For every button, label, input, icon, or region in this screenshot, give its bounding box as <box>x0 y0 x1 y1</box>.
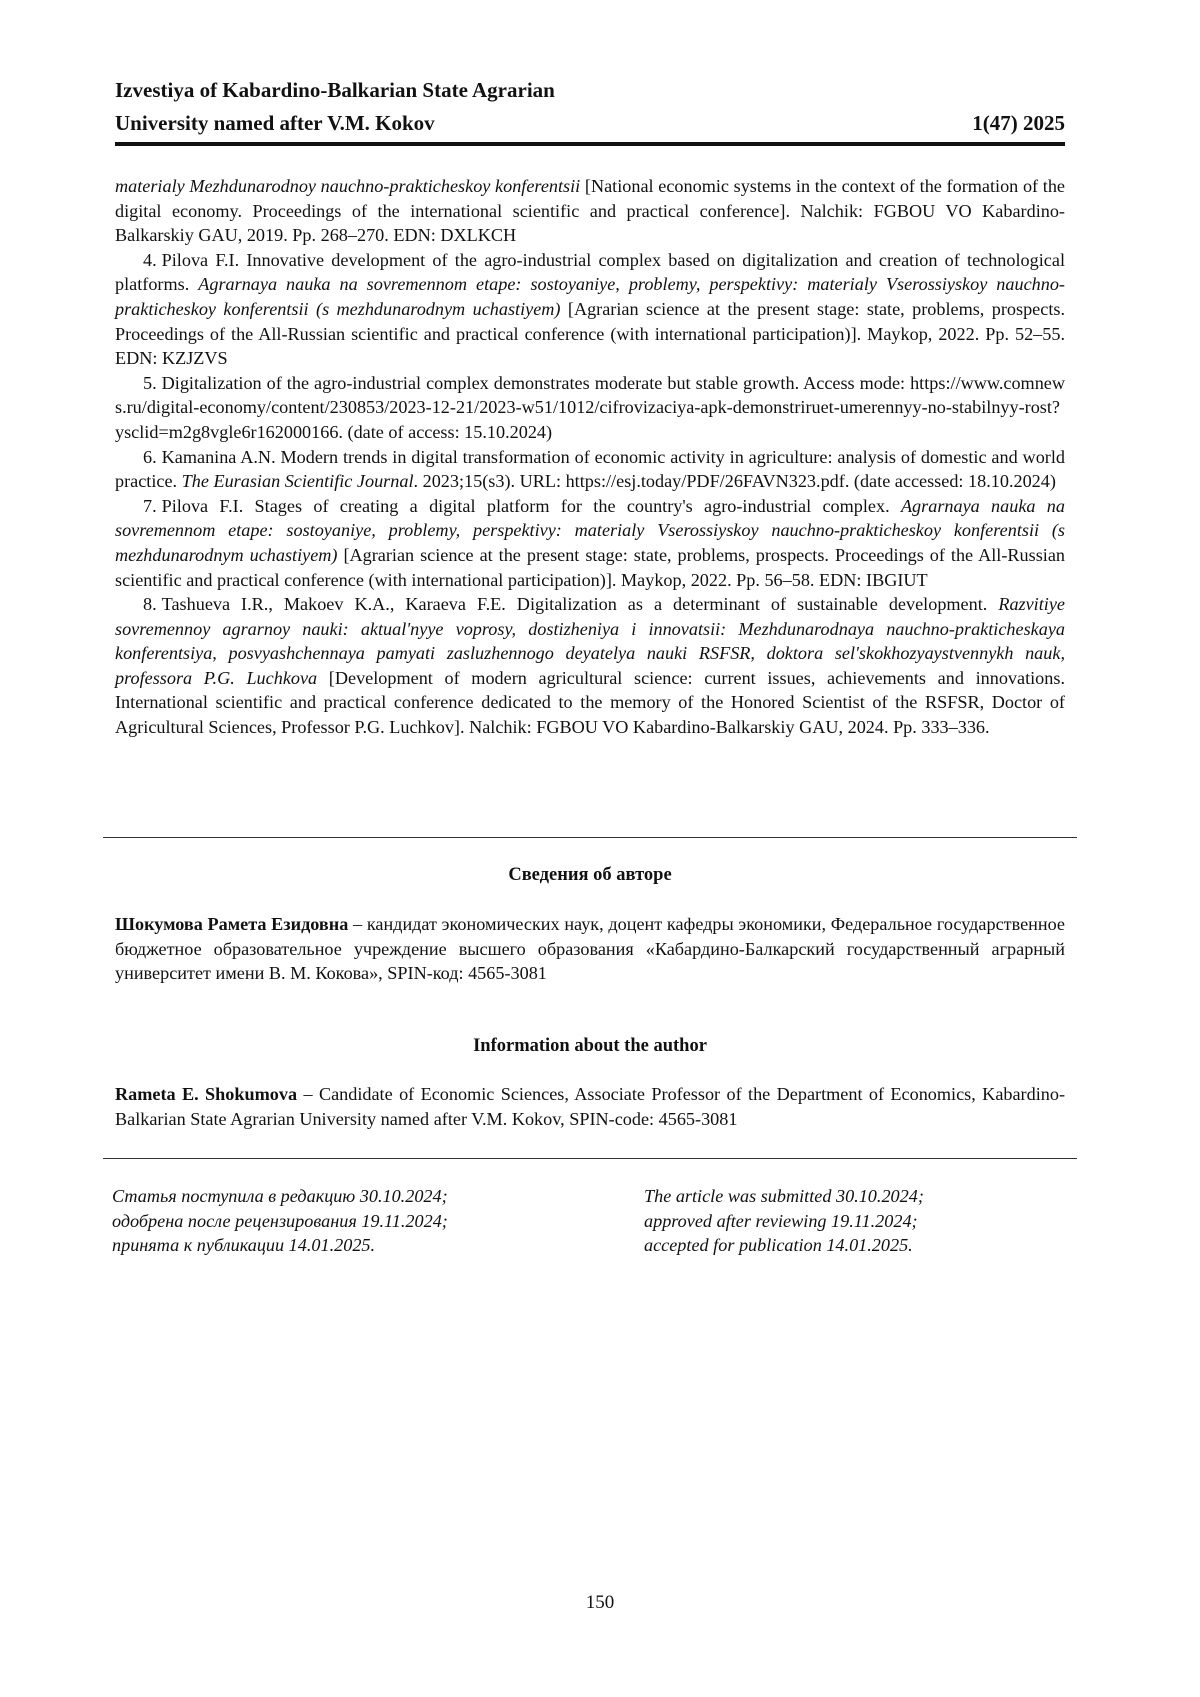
date-accepted-en: accepted for publication 14.01.2025. <box>644 1235 913 1256</box>
reference-continued-text: [National economic systems in the context of the formation of the digital economy. Proceedings of the international scientific and practical conference]. Nalchik: FGBOU VO Kabardino-Balkarskiy GAU, 2019. Pp. 268–270. EDN: DXLKCH <box>115 176 1065 246</box>
issue-number: 1(47) 2025 <box>972 111 1065 135</box>
journal-title-line1: Izvestiya of Kabardino-Balkarian State Agrarian <box>115 78 555 102</box>
article-dates-en <box>644 1184 924 1258</box>
article-dates-ru <box>112 1184 448 1258</box>
reference-item <box>115 592 1065 740</box>
reference-text: . 2023;15(s3). URL: https://esj.today/PDF/26FAVN323.pdf. (date accessed: 18.10.2024) <box>413 471 1056 492</box>
reference-item <box>115 371 1065 445</box>
date-submitted-en: The article was submitted 30.10.2024; <box>644 1186 924 1206</box>
running-header <box>115 74 1065 140</box>
page-number: 150 <box>585 1592 615 1613</box>
author-name-ru: Шокумова Рамета Езидовна <box>115 914 349 934</box>
date-approved-en: approved after reviewing 19.11.2024; <box>644 1210 918 1231</box>
reference-source-italic: The Eurasian Scientific Journal <box>181 471 414 492</box>
reference-text: Digitalization of the agro-industrial complex demonstrates moderate but stable growth. Access mode: https://www.comnews.ru/digital-economy/content/230853/2023-12-21/2023-w51/1012/cifrovizaciya-apk-demonstriruet-umerennyy-no-stabilnyy-rost?ysclid=m2g8vgle6r162000166. (date of access: 15.10.2024) <box>115 372 1065 442</box>
reference-item <box>115 248 1065 371</box>
reference-text: Kamanina A.N. Modern trends in digital transformation of economic activity in agriculture: analysis of domestic and world practice. <box>115 446 1065 492</box>
reference-text: Tashueva I.R., Makoev K.A., Karaeva F.E. Digitalization as a determinant of sustainable development. <box>161 594 999 615</box>
reference-source-italic: Agrarnaya nauka na sovremennom etape: sostoyaniye, problemy, perspektivy: materialy Vserossiyskoy nauchno-prakticheskoy konferentsii (s mezhdunarodnym uchastiyem) <box>115 495 1065 565</box>
reference-text: [Agrarian science at the present stage: state, problems, prospects. Proceedings of the All-Russian scientific and practical conference (with international participation)]. Maykop, 2022. Pp. 52–55. EDN: KZJZVS <box>115 298 1066 369</box>
section-divider <box>103 837 1077 838</box>
journal-title-line2: University named after V.M. Kokov <box>115 111 435 135</box>
date-approved-ru: одобрена после рецензирования 19.11.2024; <box>112 1210 448 1231</box>
section-divider <box>103 1158 1077 1159</box>
reference-text: Pilova F.I. Stages of creating a digital platform for the country's agro-industrial complex. <box>161 495 901 516</box>
reference-number: 4. <box>143 249 157 270</box>
author-details-en: – Candidate of Economic Sciences, Associate Professor of the Department of Economics, Kabardino-Balkarian State Agrarian University named after V.M. Kokov, SPIN-code: 4565-3081 <box>115 1084 1065 1129</box>
reference-list <box>115 174 1065 740</box>
author-info-ru <box>115 912 1065 986</box>
reference-number: 8. <box>143 594 157 615</box>
author-name-en: Rameta E. Shokumova <box>115 1084 298 1104</box>
author-details-ru: – кандидат экономических наук, доцент кафедры экономики, Федеральное государственное бюджетное образовательное учреждение высшего образования «Кабардино-Балкарский государственный аграрный университет имени В. М. Кокова», SPIN-код: 4565-3081 <box>115 914 1065 984</box>
reference-source-italic: Agrarnaya nauka na sovremennom etape: sostoyaniye, problemy, perspektivy: materialy Vserossiyskoy nauchno-prakticheskoy konferentsii (s mezhdunarodnym uchastiyem) <box>115 274 1065 319</box>
author-info-title-ru: Сведения об авторе <box>508 865 672 885</box>
reference-text: Pilova F.I. Innovative development of the agro-industrial complex based on digitalization and creation of technological platforms. <box>115 249 1065 295</box>
reference-text: [Agrarian science at the present stage: state, problems, prospects. Proceedings of the All-Russian scientific and practical conference (with international participation)]. Maykop, 2022. Pp. 56–58. EDN: IBGIUT <box>115 544 1065 590</box>
author-info-en <box>115 1082 1065 1131</box>
reference-number: 6. <box>143 446 157 467</box>
date-accepted-ru: принята к публикации 14.01.2025. <box>112 1235 376 1256</box>
header-rule <box>115 142 1065 146</box>
date-submitted-ru: Статья поступила в редакцию 30.10.2024; <box>112 1186 448 1206</box>
reference-number: 7. <box>143 495 157 516</box>
author-info-title-en: Information about the author <box>473 1036 707 1056</box>
reference-text: [Development of modern agricultural science: current issues, achievements and innovations. International scientific and practical conference dedicated to the memory of the Honored Scientist of the RSFSR, Doctor of Agricultural Sciences, Professor P.G. Luchkov]. Nalchik: FGBOU VO Kabardino-Balkarskiy GAU, 2024. Pp. 333–336. <box>115 667 1065 738</box>
reference-item <box>115 494 1065 592</box>
reference-continued-italic: materialy Mezhdunarodnoy nauchno-prakticheskoy konferentsii <box>115 176 581 196</box>
reference-number: 5. <box>143 372 157 393</box>
reference-continued <box>115 174 1065 248</box>
reference-source-italic: Razvitiye sovremennoy agrarnoy nauki: aktual'nyye voprosy, dostizheniya i innovatsii: Mezhdunarodnaya nauchno-prakticheskaya konferentsiya, posvyashchennaya pamyati zasluzhennogo deyatelya nauki RSFSR, doktora sel'skokhozyaystvennykh nauk, professora P.G. Luchkova <box>115 594 1065 688</box>
reference-item <box>115 445 1065 494</box>
